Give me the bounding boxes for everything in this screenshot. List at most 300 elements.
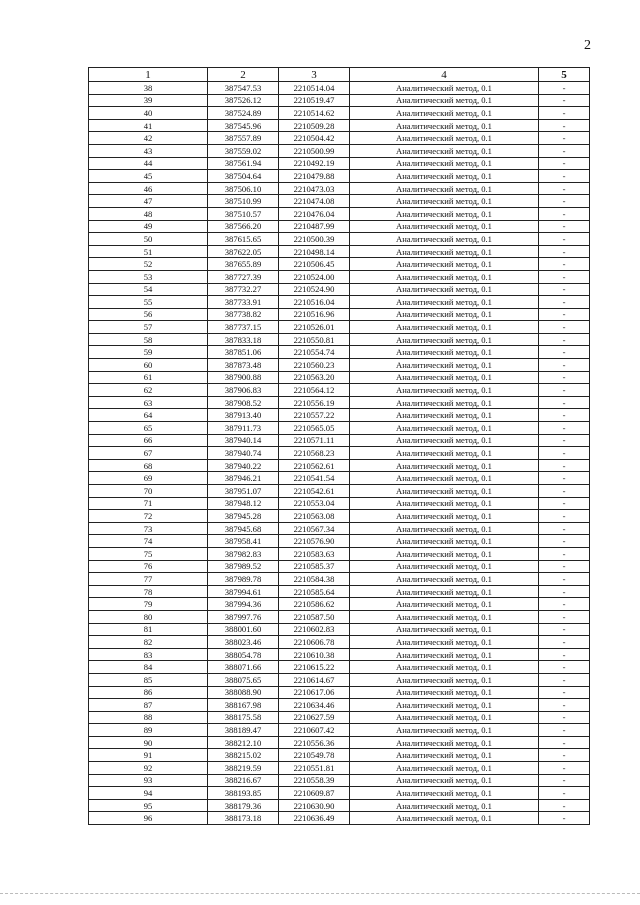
note-cell: - — [539, 610, 590, 623]
x-coordinate-cell: 387997.76 — [208, 610, 279, 623]
x-coordinate-cell: 387940.14 — [208, 434, 279, 447]
note-cell: - — [539, 459, 590, 472]
method-accuracy-cell: Аналитический метод, 0.1 — [350, 459, 539, 472]
table-row — [89, 82, 590, 95]
note-cell: - — [539, 384, 590, 397]
note-cell: - — [539, 724, 590, 737]
y-coordinate-cell: 2210553.04 — [279, 497, 350, 510]
y-coordinate-cell: 2210563.08 — [279, 510, 350, 523]
table-row — [89, 736, 590, 749]
x-coordinate-cell: 387506.10 — [208, 182, 279, 195]
note-cell: - — [539, 119, 590, 132]
note-cell: - — [539, 749, 590, 762]
method-accuracy-cell: Аналитический метод, 0.1 — [350, 157, 539, 170]
table-row — [89, 296, 590, 309]
point-number-cell: 94 — [89, 787, 208, 800]
note-cell: - — [539, 283, 590, 296]
note-cell: - — [539, 661, 590, 674]
point-number-cell: 95 — [89, 799, 208, 812]
point-number-cell: 43 — [89, 144, 208, 157]
y-coordinate-cell: 2210504.42 — [279, 132, 350, 145]
table-row — [89, 485, 590, 498]
table-row — [89, 94, 590, 107]
y-coordinate-cell: 2210554.74 — [279, 346, 350, 359]
note-cell: - — [539, 799, 590, 812]
note-cell: - — [539, 510, 590, 523]
method-accuracy-cell: Аналитический метод, 0.1 — [350, 686, 539, 699]
method-accuracy-cell: Аналитический метод, 0.1 — [350, 736, 539, 749]
table-row — [89, 422, 590, 435]
table-row — [89, 283, 590, 296]
x-coordinate-cell: 387900.88 — [208, 371, 279, 384]
point-number-cell: 90 — [89, 736, 208, 749]
point-number-cell: 44 — [89, 157, 208, 170]
method-accuracy-cell: Аналитический метод, 0.1 — [350, 560, 539, 573]
x-coordinate-cell: 387908.52 — [208, 396, 279, 409]
y-coordinate-cell: 2210634.46 — [279, 699, 350, 712]
point-number-cell: 52 — [89, 258, 208, 271]
table-row — [89, 623, 590, 636]
note-cell: - — [539, 220, 590, 233]
x-coordinate-cell: 387833.18 — [208, 333, 279, 346]
note-cell: - — [539, 686, 590, 699]
table-row — [89, 673, 590, 686]
point-number-cell: 42 — [89, 132, 208, 145]
y-coordinate-cell: 2210557.22 — [279, 409, 350, 422]
y-coordinate-cell: 2210560.23 — [279, 359, 350, 372]
table-row — [89, 359, 590, 372]
note-cell: - — [539, 308, 590, 321]
y-coordinate-cell: 2210542.61 — [279, 485, 350, 498]
page-number: 2 — [584, 38, 591, 53]
table-row — [89, 510, 590, 523]
point-number-cell: 63 — [89, 396, 208, 409]
point-number-cell: 72 — [89, 510, 208, 523]
x-coordinate-cell: 387873.48 — [208, 359, 279, 372]
y-coordinate-cell: 2210563.20 — [279, 371, 350, 384]
note-cell: - — [539, 409, 590, 422]
table-row — [89, 636, 590, 649]
table-row — [89, 220, 590, 233]
method-accuracy-cell: Аналитический метод, 0.1 — [350, 308, 539, 321]
x-coordinate-cell: 387951.07 — [208, 485, 279, 498]
method-accuracy-cell: Аналитический метод, 0.1 — [350, 144, 539, 157]
header-col-1: 1 — [89, 68, 208, 82]
point-number-cell: 84 — [89, 661, 208, 674]
point-number-cell: 89 — [89, 724, 208, 737]
method-accuracy-cell: Аналитический метод, 0.1 — [350, 258, 539, 271]
x-coordinate-cell: 387913.40 — [208, 409, 279, 422]
y-coordinate-cell: 2210586.62 — [279, 598, 350, 611]
x-coordinate-cell: 388179.36 — [208, 799, 279, 812]
method-accuracy-cell: Аналитический метод, 0.1 — [350, 762, 539, 775]
point-number-cell: 59 — [89, 346, 208, 359]
note-cell: - — [539, 434, 590, 447]
x-coordinate-cell: 387940.74 — [208, 447, 279, 460]
table-row — [89, 812, 590, 825]
table-row — [89, 144, 590, 157]
table-row — [89, 447, 590, 460]
y-coordinate-cell: 2210541.54 — [279, 472, 350, 485]
y-coordinate-cell: 2210500.99 — [279, 144, 350, 157]
header-col-5: 5 — [539, 68, 590, 82]
y-coordinate-cell: 2210526.01 — [279, 321, 350, 334]
note-cell: - — [539, 296, 590, 309]
y-coordinate-cell: 2210576.90 — [279, 535, 350, 548]
table-row — [89, 787, 590, 800]
method-accuracy-cell: Аналитический метод, 0.1 — [350, 283, 539, 296]
method-accuracy-cell: Аналитический метод, 0.1 — [350, 648, 539, 661]
y-coordinate-cell: 2210514.62 — [279, 107, 350, 120]
point-number-cell: 64 — [89, 409, 208, 422]
note-cell: - — [539, 636, 590, 649]
point-number-cell: 86 — [89, 686, 208, 699]
note-cell: - — [539, 711, 590, 724]
point-number-cell: 51 — [89, 245, 208, 258]
note-cell: - — [539, 560, 590, 573]
y-coordinate-cell: 2210584.38 — [279, 573, 350, 586]
table-row — [89, 170, 590, 183]
table-row — [89, 522, 590, 535]
table-row — [89, 459, 590, 472]
point-number-cell: 45 — [89, 170, 208, 183]
method-accuracy-cell: Аналитический метод, 0.1 — [350, 510, 539, 523]
method-accuracy-cell: Аналитический метод, 0.1 — [350, 384, 539, 397]
note-cell: - — [539, 396, 590, 409]
point-number-cell: 88 — [89, 711, 208, 724]
y-coordinate-cell: 2210524.00 — [279, 270, 350, 283]
point-number-cell: 81 — [89, 623, 208, 636]
note-cell: - — [539, 585, 590, 598]
table-row — [89, 610, 590, 623]
table-row — [89, 270, 590, 283]
note-cell: - — [539, 258, 590, 271]
table-row — [89, 472, 590, 485]
note-cell: - — [539, 207, 590, 220]
point-number-cell: 74 — [89, 535, 208, 548]
table-row — [89, 799, 590, 812]
table-row — [89, 182, 590, 195]
table-row — [89, 107, 590, 120]
method-accuracy-cell: Аналитический метод, 0.1 — [350, 623, 539, 636]
method-accuracy-cell: Аналитический метод, 0.1 — [350, 296, 539, 309]
point-number-cell: 38 — [89, 82, 208, 95]
point-number-cell: 66 — [89, 434, 208, 447]
point-number-cell: 58 — [89, 333, 208, 346]
note-cell: - — [539, 447, 590, 460]
y-coordinate-cell: 2210556.36 — [279, 736, 350, 749]
x-coordinate-cell: 388193.85 — [208, 787, 279, 800]
x-coordinate-cell: 387566.20 — [208, 220, 279, 233]
y-coordinate-cell: 2210562.61 — [279, 459, 350, 472]
method-accuracy-cell: Аналитический метод, 0.1 — [350, 94, 539, 107]
table-row — [89, 711, 590, 724]
x-coordinate-cell: 387945.68 — [208, 522, 279, 535]
y-coordinate-cell: 2210476.04 — [279, 207, 350, 220]
method-accuracy-cell: Аналитический метод, 0.1 — [350, 434, 539, 447]
x-coordinate-cell: 388215.02 — [208, 749, 279, 762]
note-cell: - — [539, 371, 590, 384]
x-coordinate-cell: 388088.90 — [208, 686, 279, 699]
note-cell: - — [539, 673, 590, 686]
note-cell: - — [539, 333, 590, 346]
note-cell: - — [539, 736, 590, 749]
method-accuracy-cell: Аналитический метод, 0.1 — [350, 812, 539, 825]
method-accuracy-cell: Аналитический метод, 0.1 — [350, 346, 539, 359]
x-coordinate-cell: 387982.83 — [208, 547, 279, 560]
note-cell: - — [539, 245, 590, 258]
table-row — [89, 132, 590, 145]
point-number-cell: 85 — [89, 673, 208, 686]
header-col-2: 2 — [208, 68, 279, 82]
y-coordinate-cell: 2210500.39 — [279, 233, 350, 246]
method-accuracy-cell: Аналитический метод, 0.1 — [350, 422, 539, 435]
table-row — [89, 157, 590, 170]
y-coordinate-cell: 2210479.88 — [279, 170, 350, 183]
point-number-cell: 73 — [89, 522, 208, 535]
method-accuracy-cell: Аналитический метод, 0.1 — [350, 245, 539, 258]
y-coordinate-cell: 2210556.19 — [279, 396, 350, 409]
y-coordinate-cell: 2210549.78 — [279, 749, 350, 762]
note-cell: - — [539, 132, 590, 145]
y-coordinate-cell: 2210558.39 — [279, 774, 350, 787]
note-cell: - — [539, 321, 590, 334]
table-row — [89, 686, 590, 699]
point-number-cell: 55 — [89, 296, 208, 309]
method-accuracy-cell: Аналитический метод, 0.1 — [350, 598, 539, 611]
y-coordinate-cell: 2210565.05 — [279, 422, 350, 435]
point-number-cell: 39 — [89, 94, 208, 107]
point-number-cell: 77 — [89, 573, 208, 586]
x-coordinate-cell: 388219.59 — [208, 762, 279, 775]
x-coordinate-cell: 388054.78 — [208, 648, 279, 661]
y-coordinate-cell: 2210636.49 — [279, 812, 350, 825]
y-coordinate-cell: 2210627.59 — [279, 711, 350, 724]
point-number-cell: 91 — [89, 749, 208, 762]
point-number-cell: 62 — [89, 384, 208, 397]
point-number-cell: 69 — [89, 472, 208, 485]
table-row — [89, 233, 590, 246]
x-coordinate-cell: 388212.10 — [208, 736, 279, 749]
note-cell: - — [539, 762, 590, 775]
method-accuracy-cell: Аналитический метод, 0.1 — [350, 321, 539, 334]
method-accuracy-cell: Аналитический метод, 0.1 — [350, 585, 539, 598]
note-cell: - — [539, 485, 590, 498]
point-number-cell: 71 — [89, 497, 208, 510]
table-row — [89, 560, 590, 573]
y-coordinate-cell: 2210568.23 — [279, 447, 350, 460]
point-number-cell: 41 — [89, 119, 208, 132]
point-number-cell: 83 — [89, 648, 208, 661]
x-coordinate-cell: 387994.36 — [208, 598, 279, 611]
x-coordinate-cell: 388189.47 — [208, 724, 279, 737]
x-coordinate-cell: 387545.96 — [208, 119, 279, 132]
table-row — [89, 762, 590, 775]
x-coordinate-cell: 387504.64 — [208, 170, 279, 183]
method-accuracy-cell: Аналитический метод, 0.1 — [350, 711, 539, 724]
table-row — [89, 699, 590, 712]
method-accuracy-cell: Аналитический метод, 0.1 — [350, 472, 539, 485]
method-accuracy-cell: Аналитический метод, 0.1 — [350, 485, 539, 498]
note-cell: - — [539, 535, 590, 548]
footer-divider — [0, 893, 640, 895]
method-accuracy-cell: Аналитический метод, 0.1 — [350, 182, 539, 195]
table-row — [89, 585, 590, 598]
table-row — [89, 547, 590, 560]
method-accuracy-cell: Аналитический метод, 0.1 — [350, 371, 539, 384]
table-row — [89, 384, 590, 397]
table-row — [89, 245, 590, 258]
y-coordinate-cell: 2210492.19 — [279, 157, 350, 170]
x-coordinate-cell: 387622.05 — [208, 245, 279, 258]
method-accuracy-cell: Аналитический метод, 0.1 — [350, 207, 539, 220]
table-row — [89, 724, 590, 737]
point-number-cell: 76 — [89, 560, 208, 573]
point-number-cell: 78 — [89, 585, 208, 598]
y-coordinate-cell: 2210519.47 — [279, 94, 350, 107]
point-number-cell: 49 — [89, 220, 208, 233]
method-accuracy-cell: Аналитический метод, 0.1 — [350, 233, 539, 246]
note-cell: - — [539, 472, 590, 485]
point-number-cell: 80 — [89, 610, 208, 623]
y-coordinate-cell: 2210583.63 — [279, 547, 350, 560]
note-cell: - — [539, 157, 590, 170]
table-row — [89, 409, 590, 422]
x-coordinate-cell: 387989.78 — [208, 573, 279, 586]
point-number-cell: 87 — [89, 699, 208, 712]
x-coordinate-cell: 387945.28 — [208, 510, 279, 523]
point-number-cell: 82 — [89, 636, 208, 649]
table-header-row — [89, 68, 590, 82]
x-coordinate-cell: 388071.66 — [208, 661, 279, 674]
point-number-cell: 46 — [89, 182, 208, 195]
note-cell: - — [539, 547, 590, 560]
method-accuracy-cell: Аналитический метод, 0.1 — [350, 333, 539, 346]
note-cell: - — [539, 359, 590, 372]
x-coordinate-cell: 387733.91 — [208, 296, 279, 309]
note-cell: - — [539, 598, 590, 611]
x-coordinate-cell: 387737.15 — [208, 321, 279, 334]
x-coordinate-cell: 387526.12 — [208, 94, 279, 107]
note-cell: - — [539, 107, 590, 120]
point-number-cell: 56 — [89, 308, 208, 321]
table-row — [89, 598, 590, 611]
table-row — [89, 573, 590, 586]
header-col-4: 4 — [350, 68, 539, 82]
point-number-cell: 57 — [89, 321, 208, 334]
y-coordinate-cell: 2210610.38 — [279, 648, 350, 661]
method-accuracy-cell: Аналитический метод, 0.1 — [350, 107, 539, 120]
x-coordinate-cell: 387989.52 — [208, 560, 279, 573]
table-row — [89, 661, 590, 674]
method-accuracy-cell: Аналитический метод, 0.1 — [350, 661, 539, 674]
table-row — [89, 346, 590, 359]
y-coordinate-cell: 2210602.83 — [279, 623, 350, 636]
point-number-cell: 70 — [89, 485, 208, 498]
note-cell: - — [539, 787, 590, 800]
method-accuracy-cell: Аналитический метод, 0.1 — [350, 270, 539, 283]
table-row — [89, 774, 590, 787]
y-coordinate-cell: 2210524.90 — [279, 283, 350, 296]
table-row — [89, 648, 590, 661]
point-number-cell: 48 — [89, 207, 208, 220]
y-coordinate-cell: 2210564.12 — [279, 384, 350, 397]
x-coordinate-cell: 387524.89 — [208, 107, 279, 120]
x-coordinate-cell: 387994.61 — [208, 585, 279, 598]
table-body — [89, 82, 590, 825]
table-row — [89, 207, 590, 220]
y-coordinate-cell: 2210615.22 — [279, 661, 350, 674]
point-number-cell: 40 — [89, 107, 208, 120]
method-accuracy-cell: Аналитический метод, 0.1 — [350, 749, 539, 762]
point-number-cell: 53 — [89, 270, 208, 283]
method-accuracy-cell: Аналитический метод, 0.1 — [350, 610, 539, 623]
y-coordinate-cell: 2210487.99 — [279, 220, 350, 233]
x-coordinate-cell: 387510.99 — [208, 195, 279, 208]
method-accuracy-cell: Аналитический метод, 0.1 — [350, 535, 539, 548]
table-row — [89, 321, 590, 334]
x-coordinate-cell: 388023.46 — [208, 636, 279, 649]
point-number-cell: 75 — [89, 547, 208, 560]
method-accuracy-cell: Аналитический метод, 0.1 — [350, 132, 539, 145]
x-coordinate-cell: 387940.22 — [208, 459, 279, 472]
note-cell: - — [539, 422, 590, 435]
x-coordinate-cell: 387958.41 — [208, 535, 279, 548]
method-accuracy-cell: Аналитический метод, 0.1 — [350, 119, 539, 132]
note-cell: - — [539, 774, 590, 787]
method-accuracy-cell: Аналитический метод, 0.1 — [350, 170, 539, 183]
method-accuracy-cell: Аналитический метод, 0.1 — [350, 724, 539, 737]
y-coordinate-cell: 2210585.64 — [279, 585, 350, 598]
y-coordinate-cell: 2210516.04 — [279, 296, 350, 309]
x-coordinate-cell: 387946.21 — [208, 472, 279, 485]
note-cell: - — [539, 522, 590, 535]
table-row — [89, 371, 590, 384]
y-coordinate-cell: 2210630.90 — [279, 799, 350, 812]
y-coordinate-cell: 2210585.37 — [279, 560, 350, 573]
note-cell: - — [539, 182, 590, 195]
method-accuracy-cell: Аналитический метод, 0.1 — [350, 195, 539, 208]
table-row — [89, 119, 590, 132]
x-coordinate-cell: 387738.82 — [208, 308, 279, 321]
method-accuracy-cell: Аналитический метод, 0.1 — [350, 787, 539, 800]
note-cell: - — [539, 497, 590, 510]
x-coordinate-cell: 387615.65 — [208, 233, 279, 246]
y-coordinate-cell: 2210587.50 — [279, 610, 350, 623]
method-accuracy-cell: Аналитический метод, 0.1 — [350, 409, 539, 422]
note-cell: - — [539, 82, 590, 95]
note-cell: - — [539, 699, 590, 712]
y-coordinate-cell: 2210514.04 — [279, 82, 350, 95]
note-cell: - — [539, 270, 590, 283]
x-coordinate-cell: 387851.06 — [208, 346, 279, 359]
y-coordinate-cell: 2210551.81 — [279, 762, 350, 775]
y-coordinate-cell: 2210607.42 — [279, 724, 350, 737]
method-accuracy-cell: Аналитический метод, 0.1 — [350, 359, 539, 372]
method-accuracy-cell: Аналитический метод, 0.1 — [350, 573, 539, 586]
x-coordinate-cell: 387948.12 — [208, 497, 279, 510]
x-coordinate-cell: 388075.65 — [208, 673, 279, 686]
point-number-cell: 65 — [89, 422, 208, 435]
note-cell: - — [539, 573, 590, 586]
note-cell: - — [539, 170, 590, 183]
x-coordinate-cell: 387906.83 — [208, 384, 279, 397]
note-cell: - — [539, 94, 590, 107]
x-coordinate-cell: 388216.67 — [208, 774, 279, 787]
x-coordinate-cell: 387655.89 — [208, 258, 279, 271]
note-cell: - — [539, 144, 590, 157]
x-coordinate-cell: 388167.98 — [208, 699, 279, 712]
